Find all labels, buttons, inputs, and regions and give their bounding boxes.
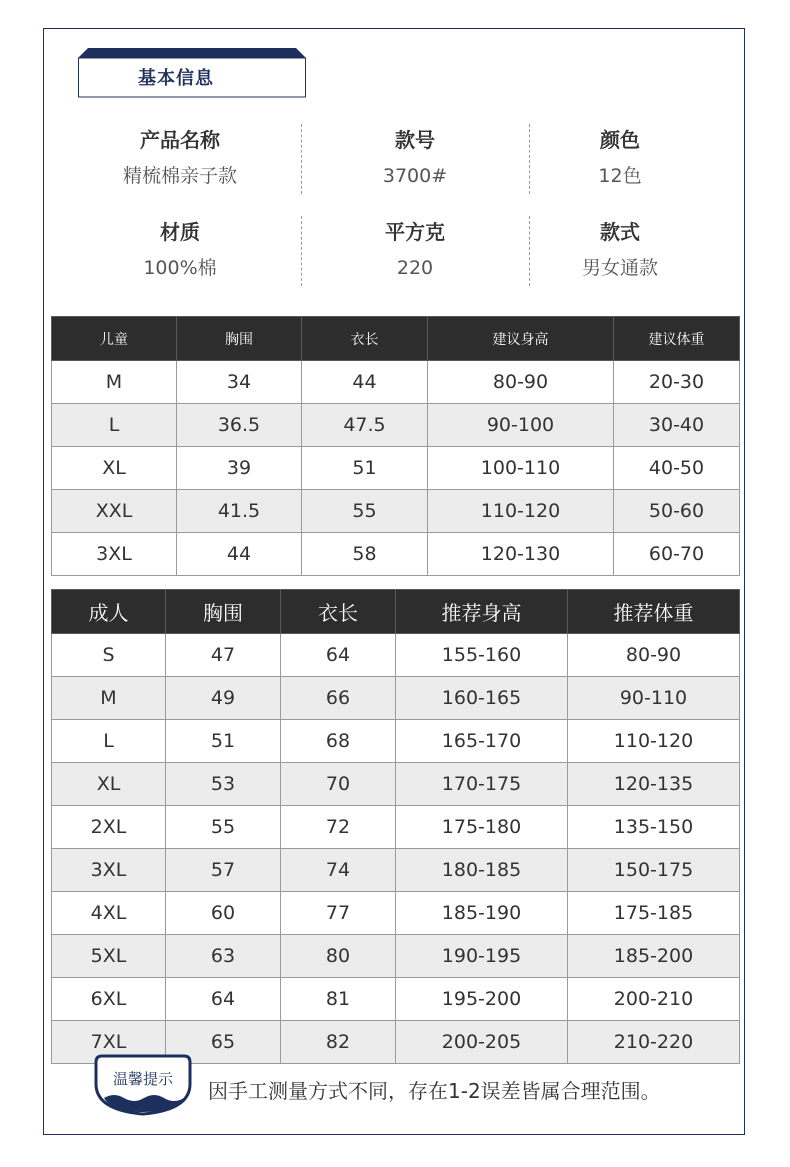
table-cell: 6XL xyxy=(52,978,166,1021)
table-row xyxy=(52,720,740,763)
table-row xyxy=(52,935,740,978)
table-cell: 150-175 xyxy=(568,849,740,892)
table-cell: 80-90 xyxy=(428,361,614,404)
column-header: 衣长 xyxy=(281,590,396,634)
column-header: 胸围 xyxy=(177,317,302,361)
info-value: 男女通款 xyxy=(581,257,658,279)
table-cell: 165-170 xyxy=(396,720,568,763)
table-cell: 70 xyxy=(281,763,396,806)
table-row xyxy=(52,763,740,806)
table-row xyxy=(52,806,740,849)
tip-badge xyxy=(94,1054,192,1118)
table-row xyxy=(52,404,740,447)
table-cell: 185-200 xyxy=(568,935,740,978)
table-cell: 50-60 xyxy=(614,490,740,533)
table-cell: 55 xyxy=(302,490,428,533)
info-label: 材质 xyxy=(160,220,200,244)
table-cell: 190-195 xyxy=(396,935,568,978)
table-row xyxy=(52,361,740,404)
table-cell: 100-110 xyxy=(428,447,614,490)
table-cell: 36.5 xyxy=(177,404,302,447)
info-value: 3700# xyxy=(382,165,448,187)
table-cell: 55 xyxy=(166,806,281,849)
info-row xyxy=(60,214,730,306)
info-cell-gsm xyxy=(302,214,528,286)
table-row xyxy=(52,677,740,720)
info-value: 100%棉 xyxy=(143,257,217,279)
table-cell: 41.5 xyxy=(177,490,302,533)
table-cell: 80-90 xyxy=(568,634,740,677)
table-cell: 110-120 xyxy=(428,490,614,533)
table-cell: 200-205 xyxy=(396,1021,568,1064)
column-header: 衣长 xyxy=(302,317,428,361)
table-cell: 20-30 xyxy=(614,361,740,404)
section-title: 基本信息 xyxy=(138,68,214,89)
column-header: 建议身高 xyxy=(428,317,614,361)
table-cell: 49 xyxy=(166,677,281,720)
table-cell: 47 xyxy=(166,634,281,677)
info-label: 款号 xyxy=(395,128,435,152)
table-cell: 4XL xyxy=(52,892,166,935)
info-value: 精梳棉亲子款 xyxy=(122,165,237,187)
info-cell-material xyxy=(60,214,300,286)
table-cell: XL xyxy=(52,763,166,806)
table-cell: 175-180 xyxy=(396,806,568,849)
table-cell: 160-165 xyxy=(396,677,568,720)
info-value: 220 xyxy=(396,257,434,279)
info-label: 平方克 xyxy=(385,220,445,244)
table-row xyxy=(52,447,740,490)
table-cell: 2XL xyxy=(52,806,166,849)
table-header-row xyxy=(52,590,740,634)
table-cell: 195-200 xyxy=(396,978,568,1021)
table-cell: L xyxy=(52,404,177,447)
table-cell: XL xyxy=(52,447,177,490)
table-cell: 180-185 xyxy=(396,849,568,892)
table-cell: 90-100 xyxy=(428,404,614,447)
table-cell: 51 xyxy=(166,720,281,763)
info-label: 颜色 xyxy=(600,128,640,152)
table-cell: 68 xyxy=(281,720,396,763)
table-cell: 64 xyxy=(281,634,396,677)
table-cell: 110-120 xyxy=(568,720,740,763)
table-cell: 39 xyxy=(177,447,302,490)
table-cell: 44 xyxy=(302,361,428,404)
table-cell: 57 xyxy=(166,849,281,892)
table-cell: 170-175 xyxy=(396,763,568,806)
table-cell: 34 xyxy=(177,361,302,404)
table-cell: M xyxy=(52,361,177,404)
column-header: 儿童 xyxy=(52,317,177,361)
table-cell: 82 xyxy=(281,1021,396,1064)
table-cell: 120-130 xyxy=(428,533,614,576)
table-cell: 175-185 xyxy=(568,892,740,935)
tip-badge-label: 温馨提示 xyxy=(112,1070,173,1088)
info-cell-product-name xyxy=(60,122,300,194)
table-cell: 135-150 xyxy=(568,806,740,849)
info-cell-color xyxy=(530,122,710,194)
table-cell: 74 xyxy=(281,849,396,892)
kids-size-table xyxy=(51,316,740,576)
basic-info-grid xyxy=(60,122,730,306)
table-cell: 30-40 xyxy=(614,404,740,447)
table-cell: 120-135 xyxy=(568,763,740,806)
table-cell: 53 xyxy=(166,763,281,806)
table-header-row xyxy=(52,317,740,361)
table-cell: 64 xyxy=(166,978,281,1021)
table-cell: 40-50 xyxy=(614,447,740,490)
table-cell: 44 xyxy=(177,533,302,576)
table-cell: 47.5 xyxy=(302,404,428,447)
table-cell: L xyxy=(52,720,166,763)
table-cell: 77 xyxy=(281,892,396,935)
table-row xyxy=(52,978,740,1021)
table-cell: 66 xyxy=(281,677,396,720)
info-cell-fit xyxy=(530,214,710,286)
info-row xyxy=(60,122,730,214)
column-header: 胸围 xyxy=(166,590,281,634)
table-row xyxy=(52,892,740,935)
table-cell: 63 xyxy=(166,935,281,978)
table-cell: 80 xyxy=(281,935,396,978)
column-header: 成人 xyxy=(52,590,166,634)
table-row xyxy=(52,490,740,533)
adult-size-table xyxy=(51,589,740,1064)
info-cell-style-number xyxy=(302,122,528,194)
table-cell: 60 xyxy=(166,892,281,935)
info-label: 款式 xyxy=(600,220,640,244)
table-cell: XXL xyxy=(52,490,177,533)
table-row xyxy=(52,533,740,576)
table-cell: 3XL xyxy=(52,533,177,576)
table-cell: 5XL xyxy=(52,935,166,978)
table-cell: 90-110 xyxy=(568,677,740,720)
table-cell: 58 xyxy=(302,533,428,576)
table-cell: 185-190 xyxy=(396,892,568,935)
table-cell: 65 xyxy=(166,1021,281,1064)
info-value: 12色 xyxy=(598,165,642,187)
table-row xyxy=(52,849,740,892)
table-cell: 200-210 xyxy=(568,978,740,1021)
table-cell: 210-220 xyxy=(568,1021,740,1064)
table-row xyxy=(52,634,740,677)
table-cell: 7XL xyxy=(52,1021,166,1064)
table-cell: 72 xyxy=(281,806,396,849)
table-cell: 51 xyxy=(302,447,428,490)
table-cell: 81 xyxy=(281,978,396,1021)
table-cell: M xyxy=(52,677,166,720)
column-header: 推荐身高 xyxy=(396,590,568,634)
table-cell: S xyxy=(52,634,166,677)
table-cell: 3XL xyxy=(52,849,166,892)
column-header: 建议体重 xyxy=(614,317,740,361)
column-header: 推荐体重 xyxy=(568,590,740,634)
tip-text: 因手工测量方式不同，存在1-2误差皆属合理范围。 xyxy=(208,1079,661,1103)
table-cell: 155-160 xyxy=(396,634,568,677)
info-label: 产品名称 xyxy=(140,128,220,152)
table-cell: 60-70 xyxy=(614,533,740,576)
section-tab xyxy=(78,48,306,98)
